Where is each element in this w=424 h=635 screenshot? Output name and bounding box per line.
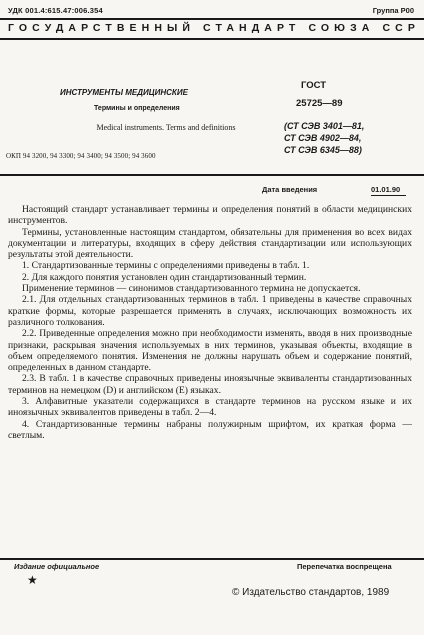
footer-rule — [0, 558, 424, 560]
title-ru: ИНСТРУМЕНТЫ МЕДИЦИНСКИЕ — [60, 88, 188, 97]
paragraph: 2. Для каждого понятия установлен один стандартизованный термин. — [22, 271, 307, 283]
title-en: Medical instruments. Terms and definitions — [96, 123, 236, 132]
body-text — [8, 204, 412, 441]
date-value: 01.01.90 — [371, 185, 401, 194]
paragraph: 4. Стандартизованные термины набраны полужирным шрифтом, их краткая форма — светлым. — [8, 418, 412, 441]
paragraph: Термины, установленные настоящим стандартом, обязательны для применения во всех видах документации и литературы, входящих в сферу действия стандартизации или использующих результаты этой деятельности. — [8, 226, 412, 261]
paragraph: 3. Алфавитные указатели содержащихся в стандарте терминов на русском языке и их иноязычных эквивалентов приведены в табл. 2—4. — [8, 396, 412, 419]
paragraph: 1. Стандартизованные термины с определениями приведены в табл. 1. — [22, 260, 310, 272]
header-rule-top — [0, 18, 424, 20]
okp-codes: ОКП 94 3200, 94 3300; 94 3400; 94 3500; 94 3600 — [6, 152, 156, 160]
gost-label: ГОСТ — [301, 80, 327, 91]
paragraph: Настоящий стандарт устанавливает термины и определения понятий в области медицинских инструментов. — [8, 204, 412, 227]
paragraph: 2.3. В табл. 1 в качестве справочных приведены иноязычные эквиваленты стандартизованных терминов на немецком (D) и английском (Е) языках. — [8, 373, 412, 396]
st-sev-1: (СТ СЭВ 3401—81, — [284, 121, 365, 131]
reprint-notice: Перепечатка воспрещена — [297, 562, 392, 571]
gost-number: 25725—89 — [296, 98, 343, 109]
udk-code: УДК 001.4:615.47:006.354 — [8, 6, 103, 15]
standard-title: ГОСУДАРСТВЕННЫЙ СТАНДАРТ СОЮЗА ССР — [8, 22, 420, 34]
date-underline — [371, 195, 406, 196]
date-label: Дата введения — [262, 185, 318, 194]
paragraph: Применение терминов — синонимов стандартизованного термина не допускается. — [22, 283, 361, 295]
group-code: Группа Р00 — [372, 6, 414, 15]
paragraph: 2.1. Для отдельных стандартизованных терминов в табл. 1 приведены в качестве справочных краткие формы, которые разрешается применять в случаях, исключающих возможность их различного толкования. — [8, 294, 412, 328]
st-sev-3: СТ СЭВ 6345—88) — [284, 145, 362, 155]
copyright: © Издательство стандартов, 1989 — [232, 587, 390, 598]
star-icon: ★ — [27, 573, 38, 587]
title-block-rule — [0, 174, 424, 176]
header-rule-bottom — [0, 38, 424, 40]
subtitle-ru: Термины и определения — [94, 105, 180, 112]
paragraph: 2.2. Приведенные определения можно при необходимости изменять, вводя в них производные признаки, раскрывая значения используемых в них терминов, указывая объекты, входящие в объем определяемого понятия. Изменения не должны нарушать объем и содержание понятий, определенных в данном стандарте. — [8, 328, 412, 374]
st-sev-2: СТ СЭВ 4902—84, — [284, 133, 362, 143]
edition-label: Издание официальное — [14, 562, 100, 571]
